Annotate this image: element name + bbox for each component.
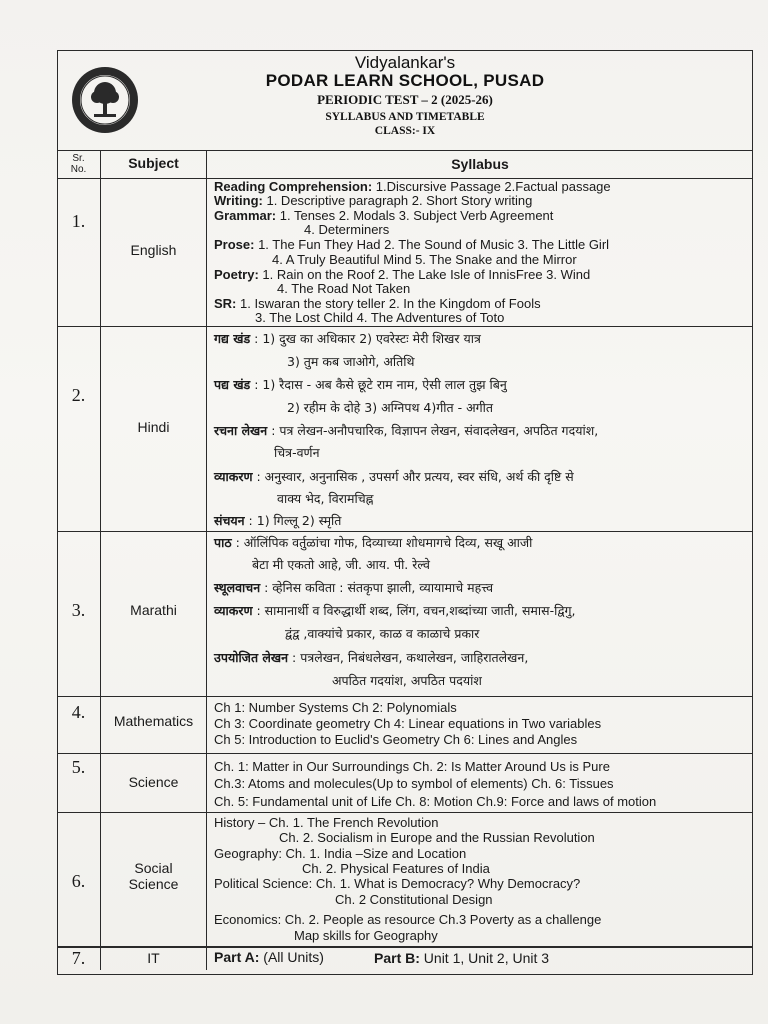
line-text: 3. The Lost Child 4. The Adventures of Toto [255, 310, 505, 325]
subject-name: IT [101, 948, 207, 970]
sr-number: 6. [57, 813, 101, 952]
part-a-text: (All Units) [259, 949, 324, 965]
sr-number: 2. [57, 327, 101, 531]
line-label: Poetry: [214, 267, 259, 282]
syllabus-line [214, 759, 610, 775]
line-text: Political Science: Ch. 1. What is Democracy? Why Democracy? [214, 876, 581, 891]
line-text: वाक्य भेद, विरामचिह्न [277, 491, 374, 506]
syllabus-line [214, 876, 580, 892]
subject-name-line1: Social [134, 860, 173, 876]
syllabus-cell [207, 813, 753, 952]
line-text: 1. Descriptive paragraph 2. Short Story writing [262, 193, 533, 208]
class-label: CLASS:- IX [374, 125, 436, 137]
syllabus-line [214, 535, 532, 551]
sr-number: 3. [57, 532, 101, 696]
line-label: व्याकरण [214, 469, 253, 484]
syllabus-line [252, 557, 430, 573]
line-text: : 1) गिल्लू 2) स्मृति [244, 513, 342, 528]
syllabus-line [304, 222, 389, 238]
syllabus-cell [207, 179, 753, 326]
subject-name: Mathematics [101, 697, 207, 753]
syllabus-line [214, 237, 609, 253]
table-row [57, 946, 753, 970]
syllabus-line [214, 650, 528, 666]
syllabus-line [374, 951, 549, 967]
part-b-text: Unit 1, Unit 2, Unit 3 [419, 950, 550, 966]
line-text: Ch 5: Introduction to Euclid's Geometry Ch 6: Lines and Angles [214, 732, 578, 747]
syllabus-cell [207, 697, 753, 753]
line-text: 4. Determiners [304, 222, 390, 237]
subject-name: Marathi [101, 532, 207, 696]
line-text: 1.Discursive Passage 2.Factual passage [372, 179, 611, 194]
syllabus-line [214, 794, 656, 810]
col-subject-header: Subject [101, 151, 207, 178]
syllabus-line [214, 846, 466, 862]
line-label: SR: [214, 296, 237, 311]
line-text: Economics: Ch. 2. People as resource Ch.3 Poverty as a challenge [214, 912, 602, 927]
syllabus-line [302, 861, 490, 877]
syllabus-line [214, 603, 576, 619]
school-logo-icon [70, 65, 140, 135]
line-label: Grammar: [214, 208, 277, 223]
sr-number: 7. [57, 948, 101, 970]
line-text: : 1) दुख का अधिकार 2) एवरेस्टः मेरी शिखर यात्र [250, 331, 481, 346]
line-text: : पत्र लेखन-अनौपचारिक, विज्ञापन लेखन, संवादलेखन, अपठित गदयांश, [267, 423, 599, 438]
syllabus-line [214, 580, 493, 596]
syllabus-cell [207, 327, 753, 531]
syllabus-line [214, 732, 577, 748]
syllabus-line [214, 469, 574, 485]
syllabus-line [214, 815, 438, 831]
table-row [57, 753, 753, 812]
line-text: Ch.3: Atoms and molecules(Up to symbol of elements) Ch. 6: Tissues [214, 776, 614, 791]
syllabus-line [214, 700, 457, 716]
line-text: 1. The Fun They Had 2. The Sound of Music 3. The Little Girl [254, 237, 610, 252]
sr-number: 5. [57, 754, 101, 812]
table-row [57, 531, 753, 696]
line-text: अपठित गदयांश, अपठित पदयांश [332, 673, 482, 688]
syllabus-line [214, 193, 532, 209]
syllabus-line [214, 950, 324, 966]
syllabus-line [335, 892, 493, 908]
line-label: संचयन [214, 513, 245, 528]
line-label: Reading Comprehension: [214, 179, 373, 194]
line-text: 3) तुम कब जाओगे, अतिथि [287, 354, 415, 369]
subject-name: Hindi [101, 327, 207, 531]
line-label: पाठ [214, 535, 232, 550]
line-text: Ch 1: Number Systems Ch 2: Polynomials [214, 700, 457, 715]
line-text: Ch 3: Coordinate geometry Ch 4: Linear equations in Two variables [214, 716, 602, 731]
syllabus-line [214, 377, 507, 393]
school-name: PODAR LEARN SCHOOL, PUSAD [265, 71, 545, 90]
line-label: पद्य खंड [214, 377, 251, 392]
line-text: 1. Rain on the Roof 2. The Lake Isle of InnisFree 3. Wind [258, 267, 591, 282]
line-label: रचना लेखन [214, 423, 268, 438]
table-header-row [57, 150, 753, 178]
part-b-label: Part B: [374, 950, 420, 966]
line-text: Map skills for Geography [294, 928, 438, 943]
line-text: 4. A Truly Beautiful Mind 5. The Snake and the Mirror [272, 252, 577, 267]
syllabus-line [277, 281, 410, 297]
col-sr-b: No. [70, 164, 87, 175]
table-row [57, 178, 753, 326]
line-text: बेटा मी एकतो आहे, जी. आय. पी. रेल्वे [252, 557, 430, 572]
line-text: चित्र-वर्णन [274, 445, 320, 460]
syllabus-line [214, 513, 341, 529]
line-text: : अनुस्वार, अनुनासिक , उपसर्ग और प्रत्यय, स्वर संधि, अर्थ की दृष्टि से [252, 469, 574, 484]
subject-name [101, 813, 207, 952]
line-text: Ch. 5: Fundamental unit of Life Ch. 8: Motion Ch.9: Force and laws of motion [214, 794, 657, 809]
table-row [57, 812, 753, 952]
syllabus-cell [207, 532, 753, 696]
line-text: : 1) रैदास - अब कैसे छूटे राम नाम, ऐसी लाल तुझ बिनु [250, 377, 507, 392]
line-text: : व्हेनिस कविता : संतकृपा झाली, व्यायामाचे महत्त्व [260, 580, 494, 595]
line-text: Geography: Ch. 1. India –Size and Location [214, 846, 467, 861]
syllabus-line [214, 776, 614, 792]
syllabus-line [285, 626, 479, 642]
syllabus-line [214, 912, 601, 928]
syllabus-line [272, 252, 577, 268]
line-text: द्वंद्व ,वाक्यांचे प्रकार, काळ व काळाचे प्रकार [285, 626, 480, 641]
line-text: 4. The Road Not Taken [277, 281, 411, 296]
test-title: PERIODIC TEST – 2 (2025-26) [317, 92, 493, 107]
syllabus-line [287, 400, 493, 416]
subject-name: Science [101, 754, 207, 812]
syllabus-line [287, 354, 415, 370]
col-sr-a: Sr. [72, 153, 85, 164]
syllabus-line [294, 928, 438, 944]
line-text: History – Ch. 1. The French Revolution [214, 815, 439, 830]
line-label: गद्य खंड [214, 331, 251, 346]
line-text: 2) रहीम के दोहे 3) अग्निपथ 4)गीत - अगीत [287, 400, 494, 415]
syllabus-line [214, 331, 481, 347]
document-header [57, 50, 753, 150]
line-text: 1. Tenses 2. Modals 3. Subject Verb Agreement [276, 208, 554, 223]
line-text: : ऑलिंपिक वर्तुळांचा गोफ, दिव्याच्या शोधमागचे दिव्य, सखू आजी [231, 535, 533, 550]
syllabus-line [279, 830, 595, 846]
line-label: व्याकरण [214, 603, 253, 618]
line-label: स्थूलवाचन [214, 580, 261, 595]
sr-number: 1. [57, 179, 101, 326]
line-label: उपयोजित लेखन [214, 650, 289, 665]
line-text: Ch. 2. Socialism in Europe and the Russian Revolution [279, 830, 595, 845]
syllabus-line [214, 716, 601, 732]
header-line1: Vidyalankar's [354, 53, 456, 72]
line-text: Ch. 2 Constitutional Design [335, 892, 493, 907]
syllabus-line [255, 310, 504, 326]
col-syllabus-header: Syllabus [451, 156, 509, 172]
line-text: Ch. 1: Matter in Our Surroundings Ch. 2: Is Matter Around Us is Pure [214, 759, 610, 774]
syllabus-cell [207, 948, 753, 970]
part-a-label: Part A: [214, 949, 260, 965]
syllabus-cell [207, 754, 753, 812]
line-text: : सामानार्थी व विरुद्धार्थी शब्द, लिंग, वचन,शब्दांच्या जाती, समास-द्विगु, [252, 603, 576, 618]
syllabus-line [277, 491, 373, 507]
line-text: : पत्रलेखन, निबंधलेखन, कथालेखन, जाहिरातलेखन, [288, 650, 529, 665]
subject-name-line2: Science [128, 876, 179, 892]
table-row [57, 326, 753, 531]
syllabus-line [214, 423, 598, 439]
syllabus-line [332, 673, 482, 689]
line-label: Writing: [214, 193, 263, 208]
syllabus-line [274, 445, 320, 461]
col-sr-header [57, 151, 101, 178]
syllabus-subtitle: SYLLABUS AND TIMETABLE [325, 111, 485, 123]
subject-name: English [101, 179, 207, 326]
line-text: Ch. 2. Physical Features of India [302, 861, 490, 876]
line-label: Prose: [214, 237, 255, 252]
sr-number: 4. [57, 697, 101, 753]
table-row [57, 696, 753, 753]
line-text: 1. Iswaran the story teller 2. In the Kingdom of Fools [236, 296, 541, 311]
